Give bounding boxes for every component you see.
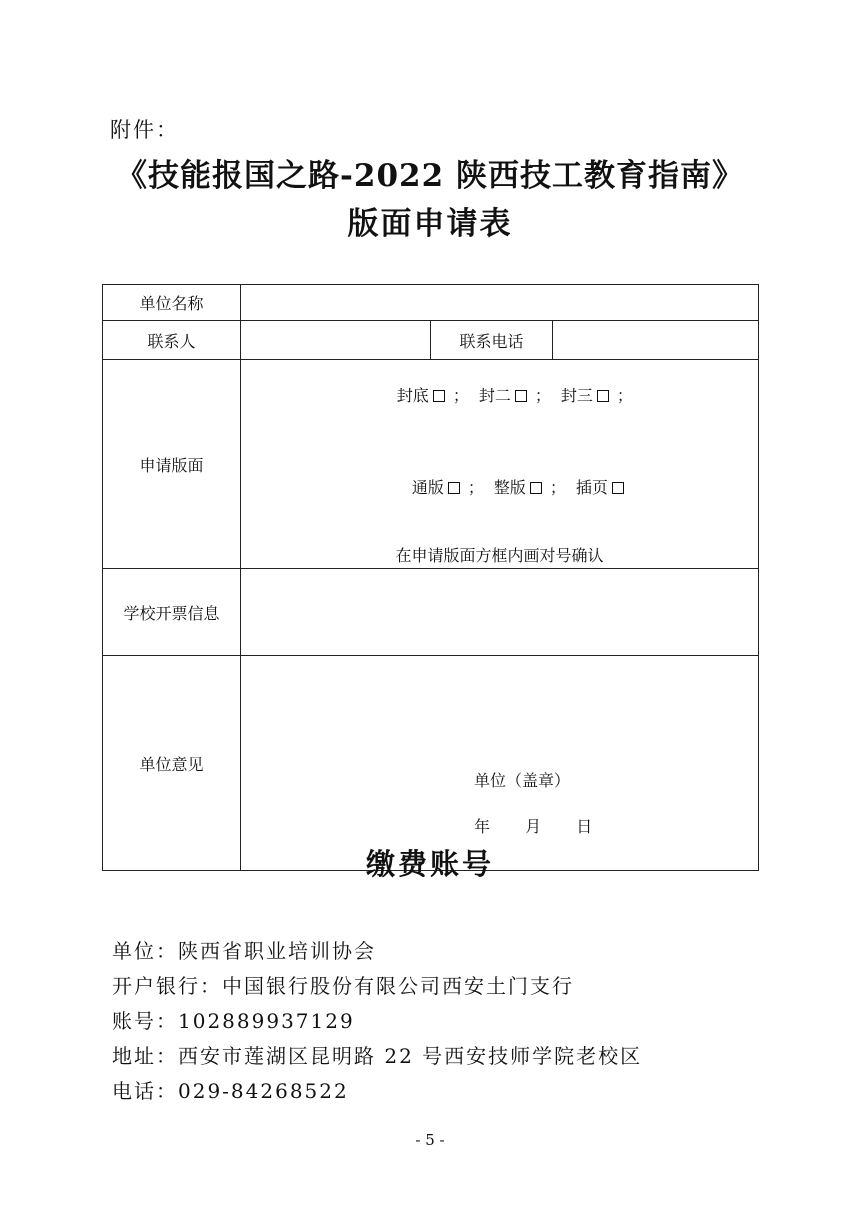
date-month: 月 — [525, 817, 542, 836]
payment-account: 账号：102889937129 — [112, 1009, 355, 1033]
separator: ； — [534, 386, 551, 405]
phone-field[interactable] — [553, 321, 759, 360]
payment-phone: 电话：029-84268522 — [112, 1079, 349, 1103]
option-label: 通版 — [411, 478, 444, 497]
separator: ； — [549, 478, 566, 497]
option-back-cover[interactable] — [397, 384, 449, 408]
option-full-page[interactable] — [494, 476, 546, 500]
option-insert[interactable] — [576, 476, 628, 500]
row-contact — [103, 321, 759, 360]
separator: ； — [616, 386, 633, 405]
checkbox-spread[interactable] — [448, 482, 460, 494]
option-inside-front-cover[interactable] — [479, 384, 531, 408]
date-day: 日 — [576, 817, 593, 836]
layout-options-row-1 — [241, 360, 758, 432]
attachment-label: 附件： — [110, 118, 179, 142]
stamp-label: 单位（盖章） — [474, 771, 571, 790]
layout-note: 在申请版面方框内画对号确认 — [395, 546, 604, 565]
application-form-table — [102, 284, 759, 871]
payment-address: 地址：西安市莲湖区昆明路 22 号西安技师学院老校区 — [112, 1044, 643, 1068]
page-number: - 5 - — [415, 1131, 445, 1149]
layout-options-cell — [241, 360, 759, 569]
checkbox-back-cover[interactable] — [433, 390, 445, 402]
separator: ； — [467, 478, 484, 497]
opinion-field[interactable] — [241, 656, 759, 871]
checkbox-inside-front-cover[interactable] — [515, 390, 527, 402]
layout-options-row-2 — [241, 452, 758, 524]
layout-label: 申请版面 — [103, 360, 241, 569]
checkbox-insert[interactable] — [612, 482, 624, 494]
option-label: 整版 — [493, 478, 526, 497]
document-subtitle: 版面申请表 — [347, 206, 513, 242]
unit-name-label: 单位名称 — [103, 285, 241, 321]
opinion-label: 单位意见 — [103, 656, 241, 871]
option-inside-back-cover[interactable] — [561, 384, 613, 408]
option-label: 封底 — [396, 386, 429, 405]
payment-info — [112, 934, 642, 1109]
checkbox-full-page[interactable] — [530, 482, 542, 494]
row-unit-name — [103, 285, 759, 321]
contact-field[interactable] — [241, 321, 431, 360]
option-label: 封三 — [560, 386, 593, 405]
date-year: 年 — [474, 817, 491, 836]
row-invoice — [103, 569, 759, 656]
date-line — [474, 814, 622, 837]
option-spread[interactable] — [412, 476, 464, 500]
row-layout — [103, 360, 759, 569]
invoice-label: 学校开票信息 — [103, 569, 241, 656]
checkbox-inside-back-cover[interactable] — [597, 390, 609, 402]
document-title: 《技能报国之路-2022 陕西技工教育指南》 — [116, 158, 744, 194]
invoice-field[interactable] — [241, 569, 759, 656]
payment-unit: 单位：陕西省职业培训协会 — [112, 939, 376, 963]
contact-label: 联系人 — [103, 321, 241, 360]
option-label: 插页 — [575, 478, 608, 497]
option-label: 封二 — [478, 386, 511, 405]
row-opinion — [103, 656, 759, 871]
payment-bank: 开户银行：中国银行股份有限公司西安土门支行 — [112, 974, 574, 998]
phone-label: 联系电话 — [431, 321, 553, 360]
payment-title: 缴费账号 — [365, 847, 494, 881]
unit-name-field[interactable] — [241, 285, 759, 321]
separator: ； — [452, 386, 469, 405]
